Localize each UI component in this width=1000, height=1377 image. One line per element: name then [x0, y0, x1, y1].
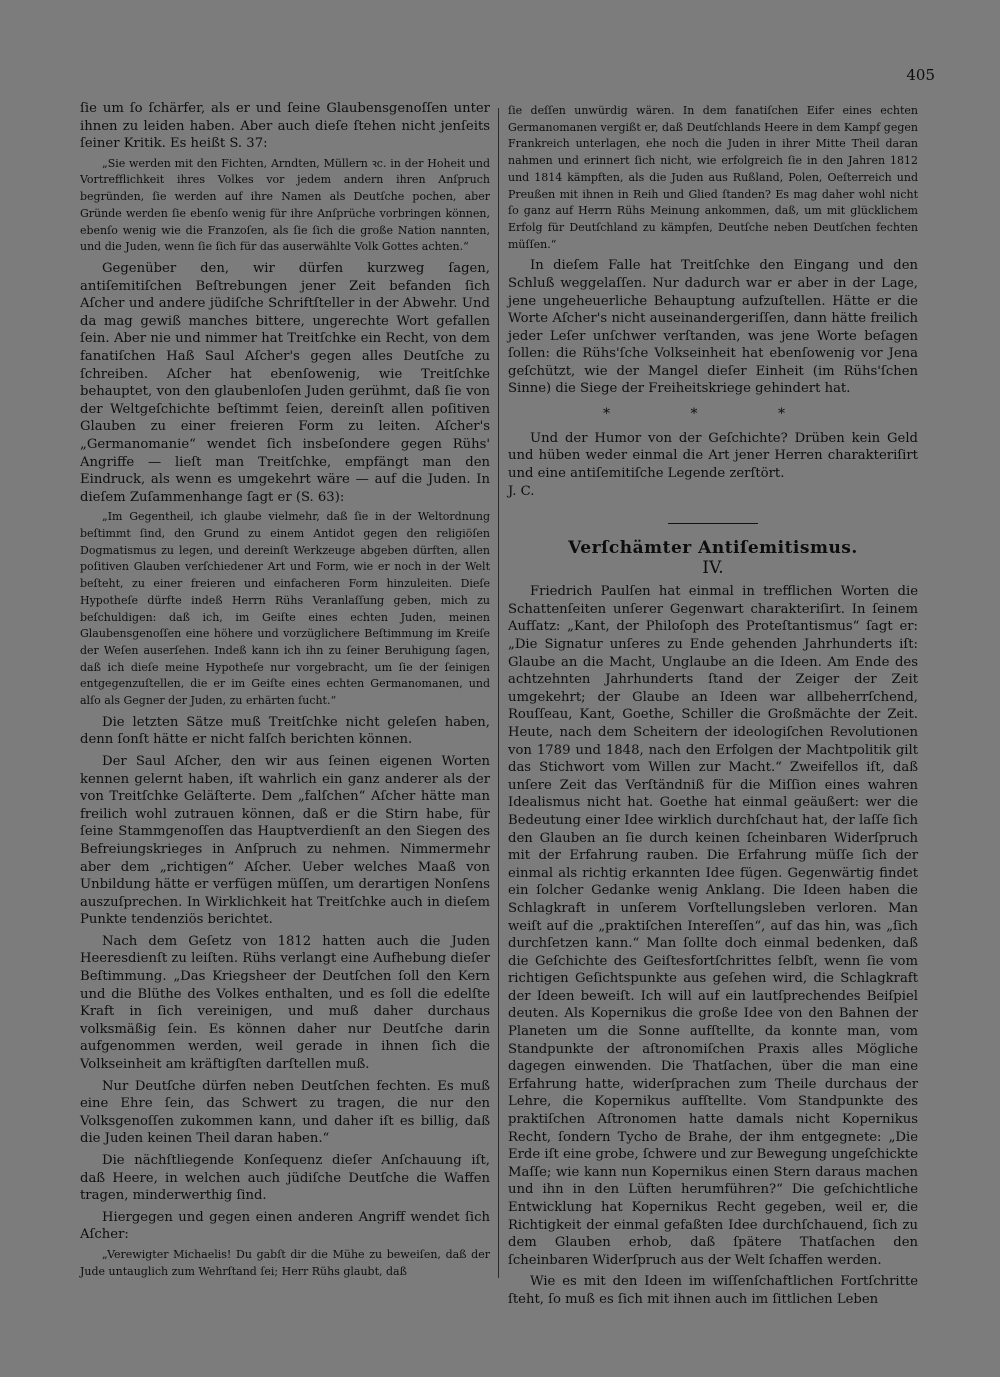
author-signature: J. C.: [508, 484, 535, 500]
paragraph: Die letzten Sätze muß Treitſchke nicht geleſen haben, denn ſonſt hätte er nicht falſch berichten können.: [80, 714, 490, 748]
section-separator-stars: * * *: [603, 406, 823, 423]
left-column: [80, 100, 490, 1283]
quotation: „Sie werden mit den Fichten, Arndten, Müllern ꝛc. in der Hoheit und Vortrefflichkeit ihres Volkes vor jedem andern ihren Anſpruch begründen, ſie werden auf ihre Namen als Deutſche pochen, aber Gründe werden ſie ebenſo wenig für ihre Anſprüche vorbringen können, ebenſo wenig wie die Franzoſen, als ſie ſich die große Nation nannten, und die Juden, wenn ſie ſich für das auserwählte Volk Gottes achten.“: [80, 156, 490, 254]
paragraph: ſie um ſo ſchärfer, als er und ſeine Glaubensgenoſſen unter ihnen zu leiden haben. Aber auch dieſe ſtehen nicht jenſeits ſeiner Kritik. Es heißt S. 37:: [80, 101, 490, 152]
paragraph: Nur Deutſche dürfen neben Deutſchen fechten. Es muß eine Ehre ſein, das Schwert zu tragen, die nur den Volksgenoſſen zukommen kann, und daher iſt es billig, daß die Juden keinen Theil daran haben.“: [80, 1078, 490, 1147]
paragraph: Friedrich Paulſen hat einmal in trefflichen Worten die Schattenſeiten unſerer Gegenwart charakteriſirt. In ſeinem Aufſatz: „Kant, der Philoſoph des Proteſtantismus“ ſagt er: „Die Signatur unſeres zu Ende gehenden Jahrhunderts iſt: Glaube an die Macht, Unglaube an die Ideen. Am Ende des achtzehnten Jahrhunderts ſtand der Zeiger der Zeit umgekehrt; der Glaube an Ideen war allbeherrſchend, Rouſſeau, Kant, Goethe, Schiller die Großmächte der Zeit. Heute, nach dem Scheitern der ideologiſchen Revolutionen von 1789 und 1848, nach den Erfolgen der Machtpolitik gilt das Stichwort vom Willen zur Macht.“ Zweifellos iſt, daß unſere Zeit das Verſtändniß für die Miſſion eines wahren Idealismus nicht hat. Goethe hat einmal geäußert: wer die Bedeutung einer Idee wirklich durchſchaut hat, der laſſe ſich den Glauben an ſie durch keinen ſcheinbaren Widerſpruch mit der Erfahrung rauben. Die Erfahrung müſſe ſich der einmal als richtig erkannten Idee fügen. Gegenwärtig findet ein ſolcher Gedanke wenig Anklang. Die Ideen haben die Schlagkraft in unſerem Vorſtellungsleben verloren. Man weiſt auf die „praktiſchen Intereſſen“, auf das hin, was „ſich durchſetzen kann.“ Man ſollte doch einmal bedenken, daß die Geſchichte des Geiſtesfortſchrittes ſelbſt, wenn ſie vom richtigen Geſichtspunkte aus geſehen wird, die Schlagkraft der Ideen beweiſt. Ich will auf ein lautſprechendes Beiſpiel deuten. Als Kopernikus die große Idee von den Bahnen der Planeten um die Sonne aufſtellte, da konnte man, vom Standpunkte der aſtronomiſchen Praxis alles Mögliche dagegen einwenden. Die Thatſachen, über die man eine Erfahrung hatte, widerſprachen zum Theile durchaus der Lehre, die Kopernikus aufſtellte. Vom Standpunkte des praktiſchen Aſtronomen hatte damals nicht Kopernikus Recht, ſondern Tycho de Brahe, der ihm entgegnete: „Die Erde iſt eine grobe, ſchwere und zur Bewegung ungeſchickte Maſſe; wie kann nun Kopernikus einen Stern daraus machen und ihn in den Lüften herumführen?“ Die geſchichtliche Entwicklung hat Kopernikus Recht gegeben, weil er, die Richtigkeit der einmal gefaßten Idee durchſchauend, ſich zu dem Glauben erhob, daß ſpätere Thatſachen den ſcheinbaren Widerſpruch aus der Welt ſchaffen werden.: [508, 584, 918, 1268]
paragraph: Hiergegen und gegen einen anderen Angriff wendet ſich Aſcher:: [80, 1209, 490, 1243]
page-number: 405: [906, 66, 935, 84]
paragraph: In dieſem Falle hat Treitſchke den Eingang und den Schluß weggelaſſen. Nur dadurch war er aber in der Lage, jene ungeheuerliche Behauptung aufzuſtellen. Hätte er die Worte Aſcher's nicht auseinandergeriſſen, dann hätte freilich jeder Leſer unſchwer verſtanden, was jene Worte beſagen ſollen: die Rühs'ſche Volkseinheit hat ebenſowenig vor Jena geſchützt, wie der Mangel dieſer Einheit (im Rühs'ſchen Sinne) die Siege der Freiheitskriege gehindert hat.: [508, 258, 918, 397]
paragraph: Der Saul Aſcher, den wir aus ſeinen eigenen Worten kennen gelernt haben, iſt wahrlich ein ganz anderer als der von Treitſchke Geläſterte. Dem „falſchen“ Aſcher hätte man freilich wohl zutrauen können, daß er die Stirn habe, für ſeine Stammgenoſſen das Hauptverdienſt an den Siegen des Befreiungskrieges in Anſpruch zu nehmen. Nimmermehr aber dem „richtigen“ Aſcher. Ueber welches Maaß von Unbildung hätte er verfügen müſſen, um derartigen Nonſens auszuſprechen. In Wirklichkeit hat Treitſchke auch in dieſem Punkte tendenziös berichtet.: [80, 753, 490, 928]
paragraph: Nach dem Geſetz von 1812 hatten auch die Juden Heeresdienſt zu leiſten. Rühs verlangt eine Aufhebung dieſer Beſtimmung. „Das Kriegsheer der Deutſchen ſoll den Kern und die Blüthe des Volkes enthalten, und es ſoll die edelſte Kraft in ſich vereinigen, und muß daher durchaus volksmäßig ſein. Es können daher nur Deutſche darin aufgenommen werden, weil gerade in ihnen ſich die Volkseinheit am kräftigſten darſtellen muß.: [80, 933, 490, 1073]
quotation: „Verewigter Michaelis! Du gabſt dir die Mühe zu beweiſen, daß der Jude untauglich zum Wehrſtand ſei; Herr Rühs glaubt, daß: [80, 1247, 490, 1278]
quotation-continued: ſie deſſen unwürdig wären. In dem fanatiſchen Eifer eines echten Germanomanen vergißt er, daß Deutſchlands Heere in dem Kampf gegen Frankreich unterlagen, ehe noch die Juden in ihrer Mitte Theil daran nahmen und erinnert ſich nicht, wie erfolgreich ſie in den Jahren 1812 und 1814 kämpften, als die Juden aus Rußland, Polen, Oeſterreich und Preußen mit ihnen in Reih und Glied ſtanden? Es mag daher wohl nicht ſo ganz auf Herrn Rühs Meinung ankommen, daß, um mit glücklichem Erfolg für Deutſchland zu kämpfen, Deutſche neben Deutſchen fechten müſſen.“: [508, 104, 918, 251]
paragraph: Wie es mit den Ideen im wiſſenſchaftlichen Fortſchritte ſteht, ſo muß es ſich mit ihnen auch im ſittlichen Leben: [508, 1274, 918, 1307]
quotation: „Im Gegentheil, ich glaube vielmehr, daß ſie in der Weltordnung beſtimmt ſind, den Grund zu einem Antidot gegen den religiöſen Dogmatismus zu legen, und dereinſt Werkzeuge abgeben dürften, allen poſitiven Glauben verſchiedener Art und Form, wie er noch in der Welt beſteht, zu einer freieren und einfacheren Form hinzuleiten. Dieſe Hypotheſe dürfte indeß Herrn Rühs Veranlaſſung geben, mich zu beſchuldigen: daß ich, im Geiſte eines echten Juden, meinen Glaubensgenoſſen eine höhere und vorzüglichere Beſtimmung im Kreiſe der Weſen auserſehen. Indeß kann ich ihn zu ſeiner Beruhigung ſagen, daß ich dieſe meine Hypotheſe nur vorgebracht, um ſie der ſeinigen entgegenzuſtellen, die er im Geiſte eines echten Germanomanen, und alſo als Gegner der Juden, zu erhärten ſucht.“: [80, 510, 490, 708]
column-divider: [498, 108, 499, 1278]
paragraph: Die nächſtliegende Konſequenz dieſer Anſchauung iſt, daß Heere, in welchen auch jüdiſche Deutſche die Waffen tragen, minderwerthig ſind.: [80, 1153, 490, 1204]
paragraph: Gegenüber den, wir dürfen kurzweg ſagen, antiſemitiſchen Beſtrebungen jener Zeit befanden ſich Aſcher und andere jüdiſche Schriftſteller in der Abwehr. Und da mag gewiß manches bittere, ungerechte Wort gefallen ſein. Aber nie und nimmer hat Treitſchke ein Recht, von dem fanatiſchen Haß Saul Aſcher's gegen alles Deutſche zu ſchreiben. Aſcher hat ebenſowenig, wie Treitſchke behauptet, von den glaubenloſen Juden gerühmt, daß ſie von der Weltgeſchichte beſtimmt ſeien, dereinſt allen poſitiven Glauben zu einer freieren Form zu leiten. Aſcher's „Germanomanie“ wendet ſich insbeſondere gegen Rühs' Angriffe — lieſt man Treitſchke, empfängt man den Eindruck, als wenn es umgekehrt wäre — auf die Juden. In dieſem Zuſammenhange ſagt er (S. 63):: [80, 261, 490, 505]
horizontal-rule: [668, 523, 758, 524]
article-heading: Verſchämter Antiſemitismus.: [568, 538, 858, 559]
right-column: [508, 100, 918, 1310]
article-part-number: IV.: [702, 557, 724, 578]
paragraph: Und der Humor von der Geſchichte? Drüben kein Geld und hüben weder einmal die Art jener Herren charakteriſirt und eine antiſemitiſche Legende zerſtört.: [508, 430, 918, 481]
